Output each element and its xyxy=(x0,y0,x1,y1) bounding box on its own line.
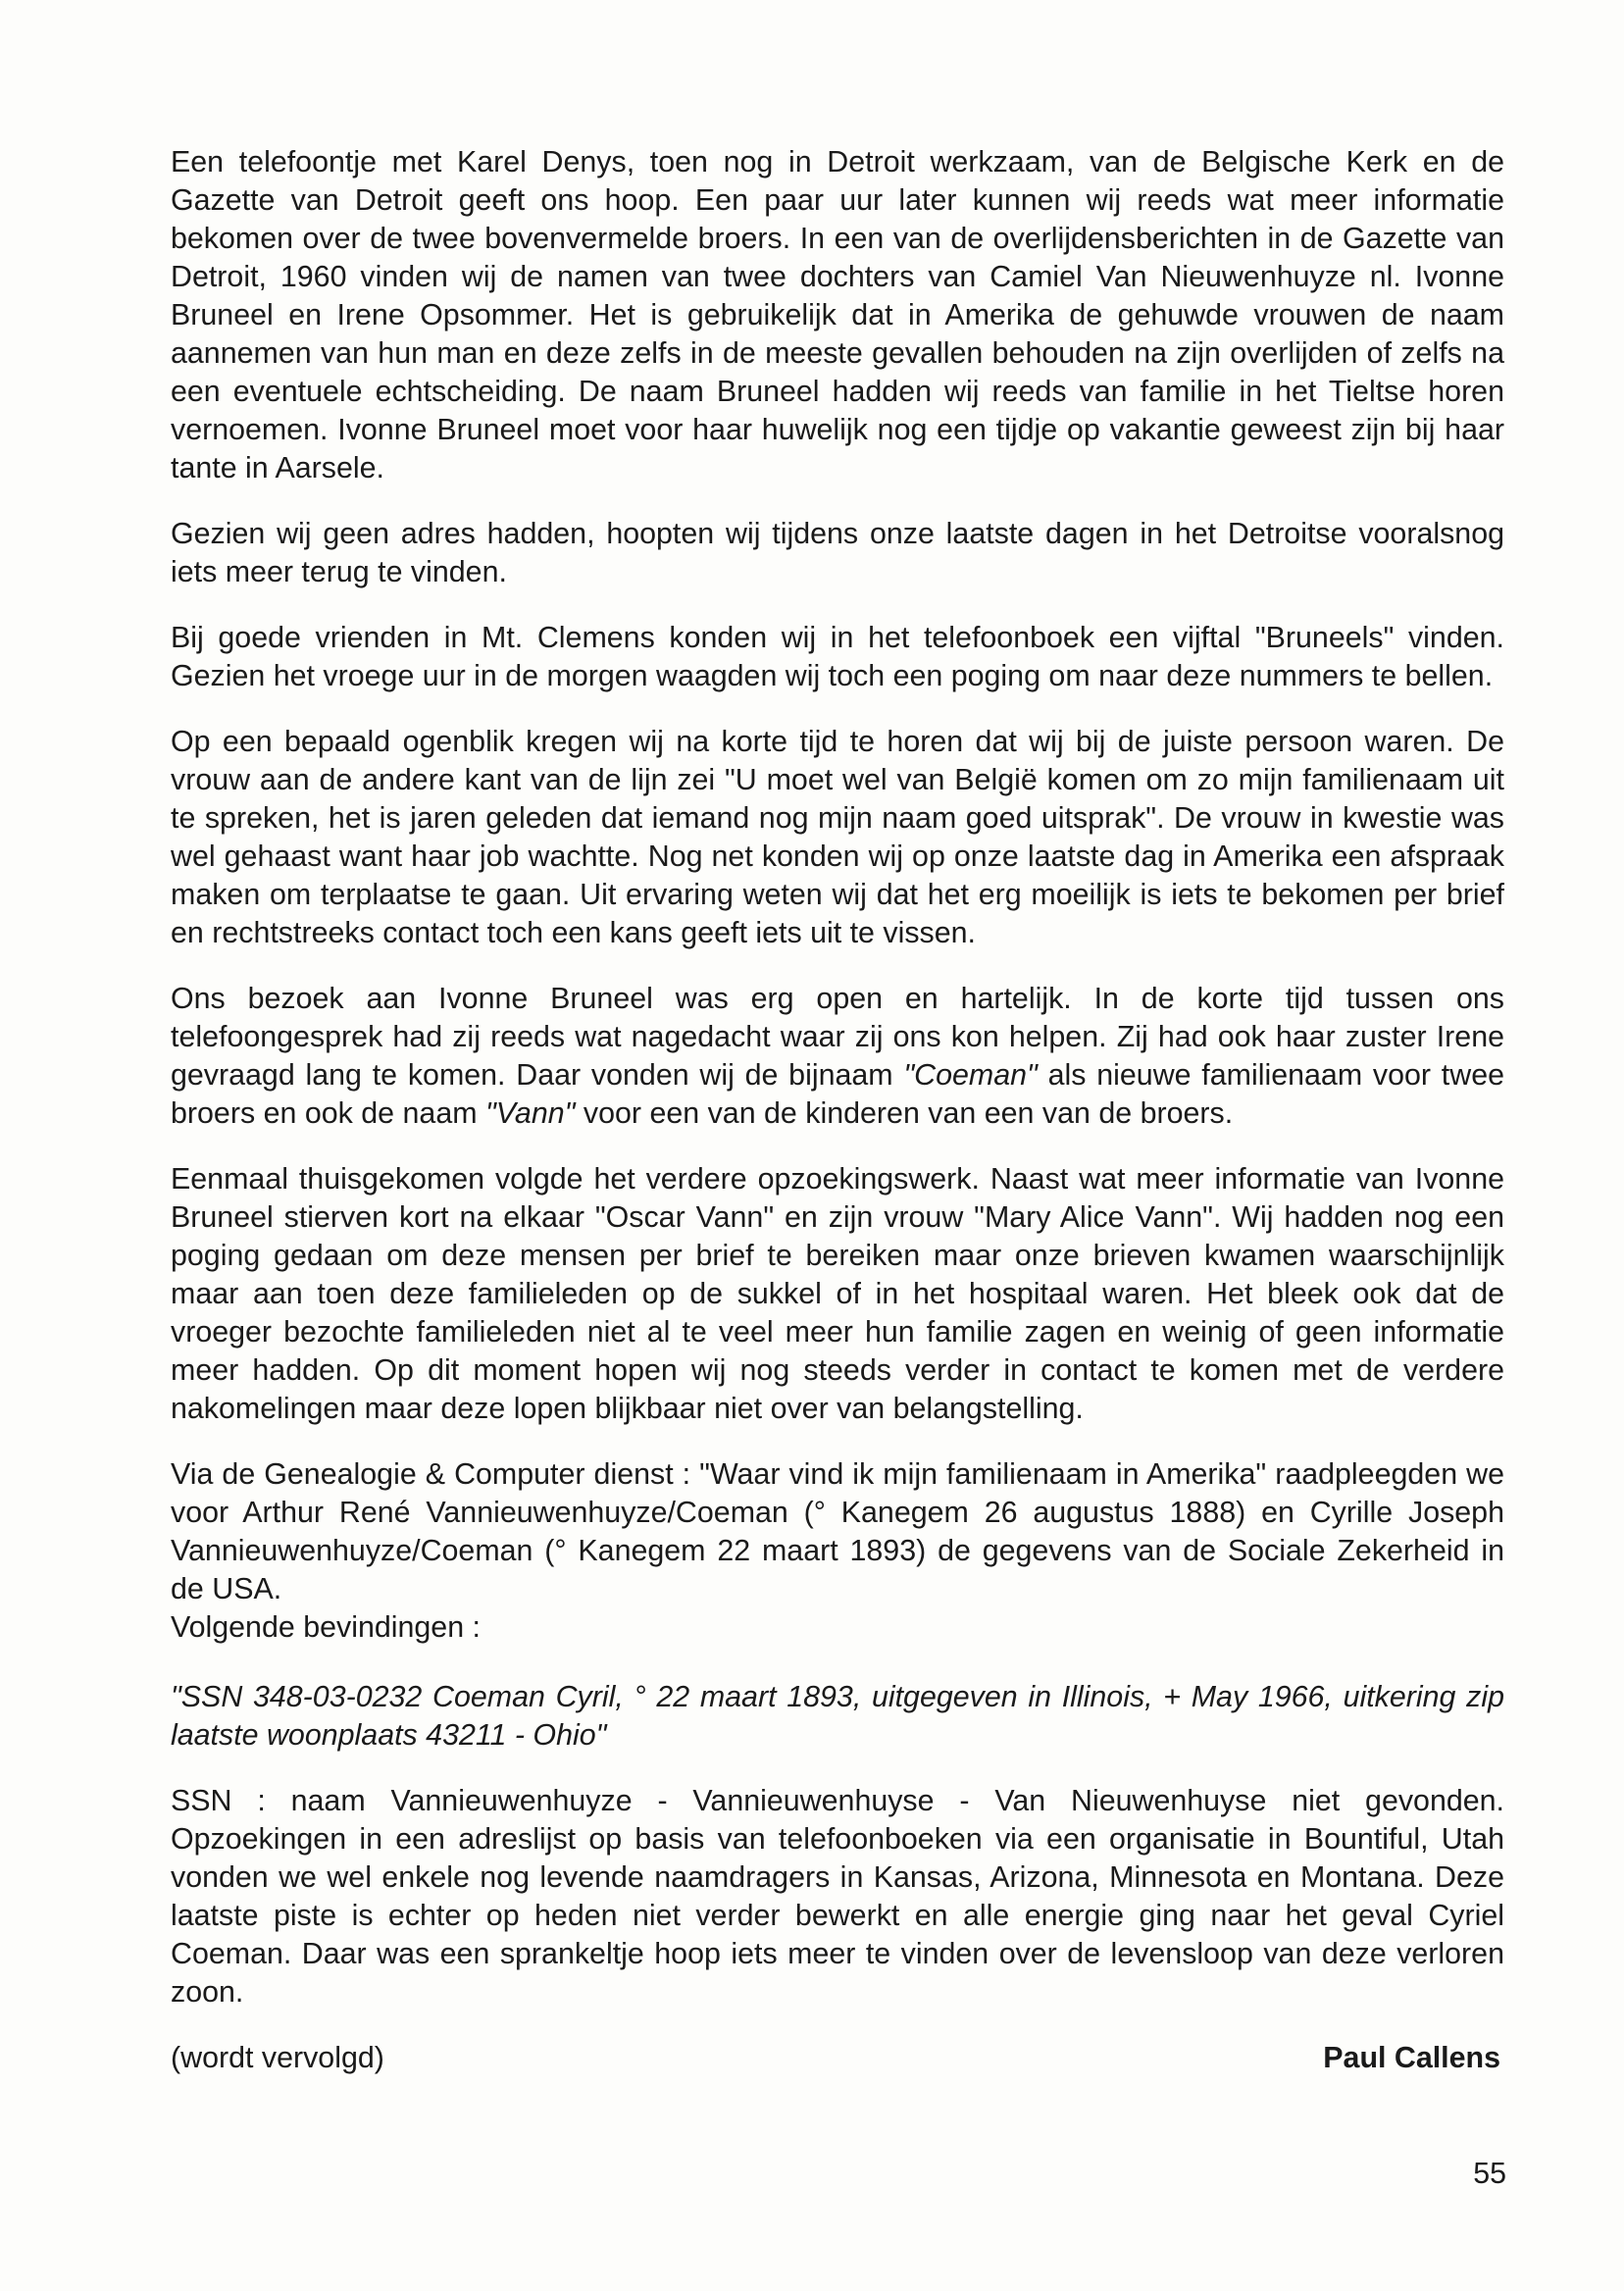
continuation-note: (wordt vervolgd) xyxy=(171,2041,384,2074)
visit-text-after: voor een van de kinderen van een van de broers. xyxy=(575,1096,1234,1130)
nickname-coeman: "Coeman" xyxy=(903,1058,1038,1092)
visit-text-before: Ons bezoek aan Ivonne Bruneel was erg open en hartelijk. In de korte tijd tussen ons telefoongesprek had zij reeds wat nagedacht waar zij ons kon helpen. Zij had ook haar zuster Irene gevraagd lang te komen. Daar vonden wij de bijnaam xyxy=(171,982,1504,1092)
paragraph-no-address: Gezien wij geen adres hadden, hoopten wij tijdens onze laatste dagen in het Detroitse vooralsnog iets meer terug te vinden. xyxy=(171,517,1504,588)
name-vann: "Vann" xyxy=(485,1096,576,1130)
paragraph-ssn-not-found: SSN : naam Vannieuwenhuyze - Vannieuwenhuyse - Van Nieuwenhuyse niet gevonden. Opzoekingen in een adreslijst op basis van telefoonboeken via een organisatie in Bountiful, Utah vonden we wel enkele nog levende naamdragers in Kansas, Arizona, Minnesota en Montana. Deze laatste piste is echter op heden niet verder bewerkt en alle energie ging naar het geval Cyriel Coeman. Daar was een sprankeltje hoop iets meer te vinden over de levensloop van deze verloren zoon. xyxy=(171,1784,1504,2009)
page-number: 55 xyxy=(1473,2157,1506,2190)
signature-row xyxy=(171,2039,1504,2077)
visit-text-middle: als nieuwe familienaam voor twee broers en ook de naam xyxy=(171,1058,1505,1130)
author-name: Paul Callens xyxy=(1323,2041,1500,2074)
paragraph-visit xyxy=(171,980,1504,1133)
paragraph-genealogy-service: Via de Genealogie & Computer dienst : "Waar vind ik mijn familienaam in Amerika" raadpleegden we voor Arthur René Vannieuwenhuyze/Coeman (° Kanegem 26 augustus 1888) en Cyrille Joseph Vannieuwenhuyze/Coeman (° Kanegem 22 maart 1893) de gegevens van de Sociale Zekerheid in de USA. xyxy=(171,1457,1504,1605)
document-page xyxy=(171,143,1504,2077)
paragraph-back-home: Eenmaal thuisgekomen volgde het verdere opzoekingswerk. Naast wat meer informatie van Ivonne Bruneel stierven kort na elkaar "Oscar Vann" en zijn vrouw "Mary Alice Vann". Wij hadden nog een poging gedaan om deze mensen per brief te bereiken maar onze brieven kwamen waarschijnlijk maar aan toen deze familieleden op de sukkel of in het hospitaal waren. Het bleek ook dat de vroeger bezochte familieleden niet al te veel meer hun familie zagen en weinig of geen informatie meer hadden. Op dit moment hopen wij nog steeds verder in contact te komen met de verdere nakomelingen maar deze lopen blijkbaar niet over van belangstelling. xyxy=(171,1162,1504,1425)
paragraph-phone-call: Een telefoontje met Karel Denys, toen nog in Detroit werkzaam, van de Belgische Kerk en de Gazette van Detroit geeft ons hoop. Een paar uur later kunnen wij reeds wat meer informatie bekomen over de twee bovenvermelde broers. In een van de overlijdensberichten in de Gazette van Detroit, 1960 vinden wij de namen van twee dochters van Camiel Van Nieuwenhuyze nl. Ivonne Bruneel en Irene Opsommer. Het is gebruikelijk dat in Amerika de gehuwde vrouwen de naam aannemen van hun man en deze zelfs in de meeste gevallen behouden na zijn overlijden of zelfs na een eventuele echtscheiding. De naam Bruneel hadden wij reeds van familie in het Tieltse horen vernoemen. Ivonne Bruneel moet voor haar huwelijk nog een tijdje op vakantie geweest zijn bij haar tante in Aarsele. xyxy=(171,145,1504,484)
paragraph-ssn-quote: "SSN 348-03-0232 Coeman Cyril, ° 22 maart 1893, uitgegeven in Illinois, + May 1966, uitkering zip laatste woonplaats 43211 - Ohio" xyxy=(171,1680,1504,1752)
paragraph-phonebook: Bij goede vrienden in Mt. Clemens konden wij in het telefoonboek een vijftal "Bruneels" vinden. Gezien het vroege uur in de morgen waagden wij toch een poging om naar deze nummers te bellen. xyxy=(171,621,1504,692)
paragraph-findings-label: Volgende bevindingen : xyxy=(171,1610,481,1644)
paragraph-right-person: Op een bepaald ogenblik kregen wij na korte tijd te horen dat wij bij de juiste persoon waren. De vrouw aan de andere kant van de lijn zei "U moet wel van België komen om zo mijn familienaam uit te spreken, het is jaren geleden dat iemand nog mijn naam goed uitsprak". De vrouw in kwestie was wel gehaast want haar job wachtte. Nog net konden wij op onze laatste dag in Amerika een afspraak maken om terplaatse te gaan. Uit ervaring weten wij dat het erg moeilijk is iets te bekomen per brief en rechtstreeks contact toch een kans geeft iets uit te vissen. xyxy=(171,725,1504,949)
